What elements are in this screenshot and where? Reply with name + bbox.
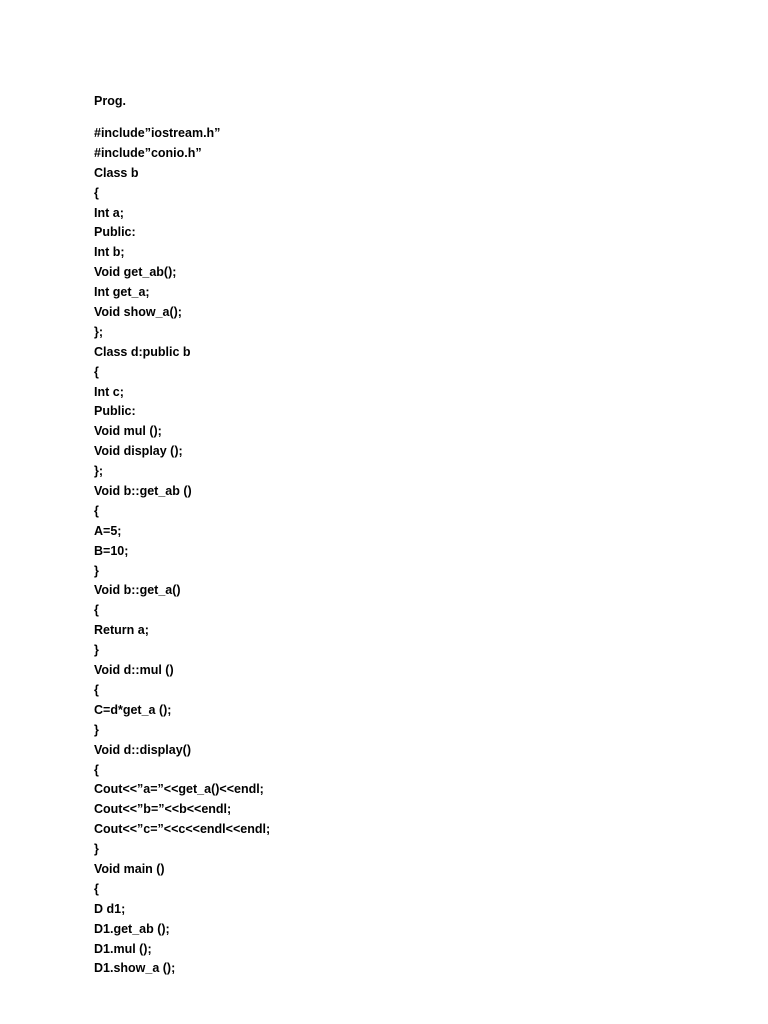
code-line: {	[94, 185, 99, 200]
code-line: D1.mul ();	[94, 941, 152, 956]
document-heading: Prog.	[94, 94, 126, 108]
code-line: Void b::get_a()	[94, 583, 181, 598]
code-line: D1.show_a ();	[94, 961, 176, 976]
code-line: Public:	[94, 404, 136, 419]
code-line: Void d::mul ()	[94, 663, 174, 678]
code-line: D1.get_ab ();	[94, 921, 170, 936]
code-line: }	[94, 563, 99, 578]
code-line: Void display ();	[94, 444, 183, 459]
code-line: C=d*get_a ();	[94, 702, 172, 717]
code-line: #include”conio.h”	[94, 145, 202, 160]
code-line: Class b	[94, 165, 139, 180]
code-line: Public:	[94, 225, 136, 240]
code-line: A=5;	[94, 523, 122, 538]
code-line: Void show_a();	[94, 305, 182, 320]
code-line: {	[94, 881, 99, 896]
code-line: };	[94, 324, 104, 339]
code-line: Void mul ();	[94, 424, 162, 439]
code-line: B=10;	[94, 543, 129, 558]
code-line: {	[94, 364, 99, 379]
code-line: Void main ()	[94, 861, 165, 876]
code-line: Int b;	[94, 245, 125, 260]
code-line: Cout<<”a=”<<get_a()<<endl;	[94, 782, 264, 797]
code-line: Int get_a;	[94, 285, 150, 300]
code-line: Void b::get_ab ()	[94, 484, 192, 499]
code-line: Return a;	[94, 623, 149, 638]
code-line: {	[94, 682, 99, 697]
code-line: Class d:public b	[94, 344, 191, 359]
code-line: {	[94, 603, 99, 618]
code-line: Void get_ab();	[94, 265, 177, 280]
code-line: }	[94, 643, 99, 658]
code-line: Void d::display()	[94, 742, 191, 757]
code-line: Cout<<”c=”<<c<<endl<<endl;	[94, 822, 271, 837]
code-line: }	[94, 842, 99, 857]
code-block	[94, 124, 270, 979]
code-line: D d1;	[94, 901, 126, 916]
code-line: Int c;	[94, 384, 124, 399]
code-line: Int a;	[94, 205, 124, 220]
code-line: {	[94, 503, 99, 518]
code-line: {	[94, 762, 99, 777]
code-line: }	[94, 722, 99, 737]
code-line: Cout<<”b=”<<b<<endl;	[94, 802, 232, 817]
code-line: #include”iostream.h”	[94, 126, 221, 140]
code-line: };	[94, 464, 104, 479]
